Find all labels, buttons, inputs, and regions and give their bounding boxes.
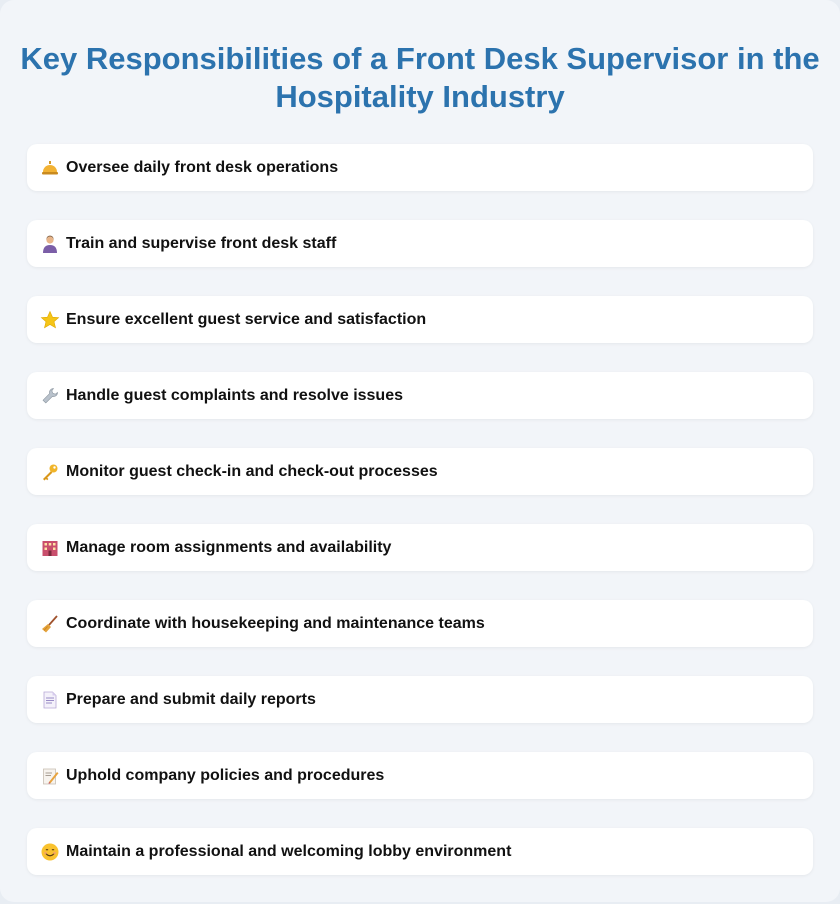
list-item [27,676,813,723]
item-text: Coordinate with housekeeping and maintenance teams [66,614,485,632]
list-item [27,524,813,571]
wrench-icon [40,386,60,406]
person-icon [40,234,60,254]
list-item [27,220,813,267]
item-text: Monitor guest check-in and check-out processes [66,462,438,480]
key-icon [40,462,60,482]
responsibilities-list [27,144,813,904]
item-text: Uphold company policies and procedures [66,766,385,784]
list-item [27,296,813,343]
list-item [27,448,813,495]
page-title: Key Responsibilities of a Front Desk Supervisor in the Hospitality Industry [20,41,820,114]
item-text: Ensure excellent guest service and satisfaction [66,310,427,328]
item-text: Prepare and submit daily reports [66,690,316,708]
item-text: Train and supervise front desk staff [66,234,337,252]
item-text: Maintain a professional and welcoming lobby environment [66,842,512,860]
list-item [27,752,813,799]
item-text: Oversee daily front desk operations [66,158,339,176]
list-item [27,144,813,191]
list-item [27,372,813,419]
item-text: Handle guest complaints and resolve issues [66,386,403,404]
star-icon [40,310,60,330]
hotel-icon [40,538,60,558]
list-item [27,828,813,875]
list-item [27,600,813,647]
memo-icon [40,766,60,786]
bellhop-bell-icon [40,158,60,178]
smiling-face-icon [40,842,60,862]
document-icon [40,690,60,710]
broom-icon [40,614,60,634]
item-text: Manage room assignments and availability [66,538,392,556]
